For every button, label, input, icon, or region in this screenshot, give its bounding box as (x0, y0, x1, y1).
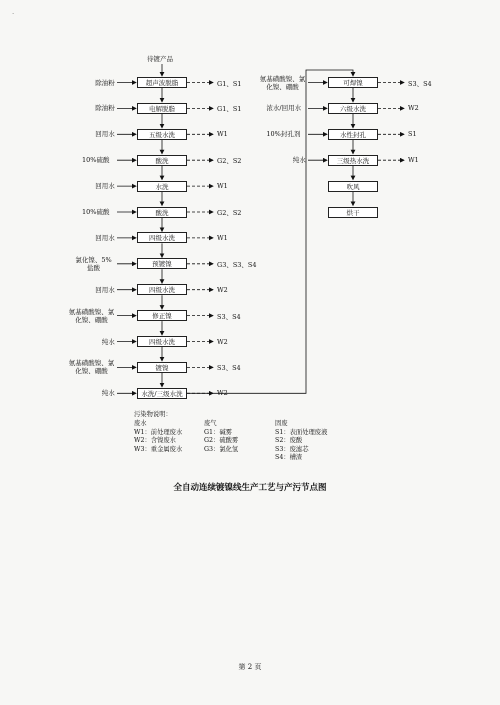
left-input-label: 回用水 (95, 130, 115, 139)
left-output-label: W2 (217, 285, 228, 294)
legend-item: S4：槽渣 (275, 454, 303, 462)
left-output-label: G2、S2 (217, 209, 242, 217)
right-step-box: 六级水洗 (328, 103, 378, 114)
left-input-label: 回用水 (95, 233, 115, 242)
left-step-box: 水洗 (137, 181, 187, 192)
legend-item: G2：硫酸雾 (204, 437, 239, 445)
left-input-label: 10%硫酸 (82, 208, 110, 216)
legend-column-title: 固废 (275, 420, 288, 427)
legend-item: W1：前处理废水 (134, 429, 183, 436)
right-input-label: 氨基磺酸镍、氯 化镍、硼酸 (259, 74, 306, 91)
left-output-label: G2、S2 (217, 157, 242, 166)
legend-item: G3：氯化氢 (204, 445, 239, 453)
right-step-box: 三级热水洗 (328, 155, 378, 166)
left-output-label: W1 (217, 130, 228, 139)
right-output-label: W1 (408, 156, 419, 165)
left-input-label: 纯水 (101, 337, 115, 346)
left-output-label: W2 (217, 337, 228, 346)
left-step-box: 电解脱脂 (137, 103, 187, 114)
left-step-box: 四级水洗 (137, 232, 187, 243)
left-input-label: 除油粉 (95, 78, 115, 87)
right-step-box: 烘干 (328, 207, 378, 218)
left-input-label: 氨基磺酸镍、氯 化镍、硼酸 (68, 307, 115, 324)
legend-item: W2：含镍废水 (134, 437, 176, 445)
right-output-label: W2 (408, 104, 419, 113)
legend-item: W3：重金属废水 (134, 445, 183, 453)
left-output-label: G3、S3、S4 (217, 260, 257, 269)
left-input-label: 回用水 (95, 285, 115, 294)
left-step-box: 预镀镍 (137, 258, 187, 269)
left-input-label: 纯水 (101, 389, 115, 398)
legend-item: S3：废滤芯 (275, 445, 309, 453)
left-step-box: 修正镍 (137, 310, 187, 321)
right-step-box: 吹风 (328, 181, 378, 192)
left-step-box: 酸洗 (137, 155, 187, 166)
legend-column-title: 废水 (134, 420, 147, 427)
left-input-label: 氨基磺酸镍、氯 化镍、硼酸 (68, 359, 115, 376)
page-number: 第 2 页 (238, 663, 262, 671)
start-label: 待镀产品 (147, 55, 173, 63)
left-step-box: 五级水洗 (137, 129, 187, 140)
left-input-label: 10%硫酸 (82, 156, 110, 165)
right-output-label: S1 (408, 130, 417, 139)
left-input-label: 除油粉 (95, 104, 115, 113)
legend-column-title: 废气 (204, 420, 217, 427)
left-input-label: 氯化镍、5% 盐酸 (75, 255, 112, 272)
left-output-label: S3、S4 (217, 312, 241, 321)
cross-column-connector (187, 70, 353, 393)
right-step-box: 水性封孔 (328, 129, 378, 140)
left-output-label: W1 (217, 233, 228, 242)
left-step-box: 镀镍 (137, 362, 187, 373)
left-step-box: 水洗/三级水洗 (137, 388, 187, 399)
left-step-box: 四级水洗 (137, 336, 187, 347)
left-step-box: 超声波脱脂 (137, 77, 187, 88)
left-output-label: W2 (217, 389, 228, 398)
left-step-box: 四级水洗 (137, 284, 187, 295)
left-input-label: 回用水 (95, 182, 115, 191)
legend-heading: 污染物说明： (134, 411, 172, 418)
left-output-label: S3、S4 (217, 364, 241, 373)
legend-item: S1：表面处理废液 (275, 429, 328, 436)
right-input-label: 浓水/回用水 (266, 104, 302, 113)
right-output-label: S3、S4 (408, 79, 432, 88)
left-output-label: G1、S1 (217, 105, 242, 114)
legend-item: G1：碱雾 (204, 429, 232, 436)
right-input-label: 纯水 (292, 156, 306, 165)
left-step-box: 酸洗 (137, 207, 187, 218)
left-output-label: G1、S1 (217, 79, 242, 88)
left-output-label: W1 (217, 182, 228, 191)
scan-mark: · (12, 10, 15, 18)
legend-item: S2：废酸 (275, 437, 303, 445)
diagram-title: 全自动连续镀镍线生产工艺与产污节点图 (173, 483, 327, 493)
right-input-label: 10%封孔剂 (266, 130, 301, 139)
right-step-box: 可焊镍 (328, 77, 378, 88)
